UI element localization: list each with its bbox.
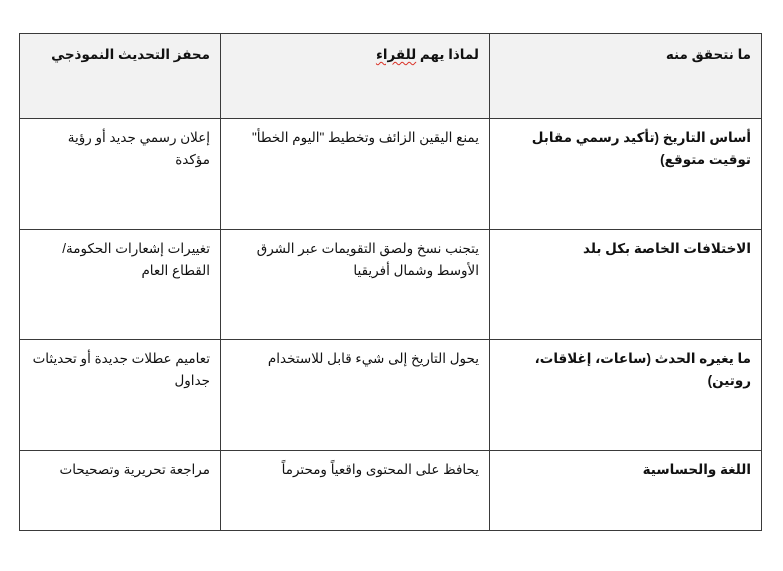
header-why-text: لماذا يهم xyxy=(416,47,479,62)
table-header-row xyxy=(20,34,762,119)
cell-why: يحول التاريخ إلى شيء قابل للاستخدام xyxy=(221,340,490,451)
header-why-it-matters xyxy=(221,34,490,119)
cell-check: أساس التاريخ (تأكيد رسمي مقابل توقيت متوقع) xyxy=(490,119,762,230)
header-what-we-check: ما نتحقق منه xyxy=(490,34,762,119)
comparison-table xyxy=(19,33,762,531)
table-row xyxy=(20,340,762,451)
spellcheck-flagged-word: للقراء xyxy=(375,47,417,62)
cell-check: اللغة والحساسية xyxy=(490,451,762,531)
cell-why: يتجنب نسخ ولصق التقويمات عبر الشرق الأوسط وشمال أفريقيا xyxy=(221,230,490,340)
cell-trigger: تعاميم عطلات جديدة أو تحديثات جداول xyxy=(20,340,221,451)
cell-trigger: تغييرات إشعارات الحكومة/القطاع العام xyxy=(20,230,221,340)
header-update-trigger: محفز التحديث النموذجي xyxy=(20,34,221,119)
cell-trigger: مراجعة تحريرية وتصحيحات xyxy=(20,451,221,531)
table-row xyxy=(20,230,762,340)
table-row xyxy=(20,451,762,531)
cell-check: ما يغيره الحدث (ساعات، إغلاقات، روتين) xyxy=(490,340,762,451)
table-row xyxy=(20,119,762,230)
cell-why: يحافظ على المحتوى واقعياً ومحترماً xyxy=(221,451,490,531)
cell-check: الاختلافات الخاصة بكل بلد xyxy=(490,230,762,340)
cell-why: يمنع اليقين الزائف وتخطيط "اليوم الخطأ" xyxy=(221,119,490,230)
cell-trigger: إعلان رسمي جديد أو رؤية مؤكدة xyxy=(20,119,221,230)
